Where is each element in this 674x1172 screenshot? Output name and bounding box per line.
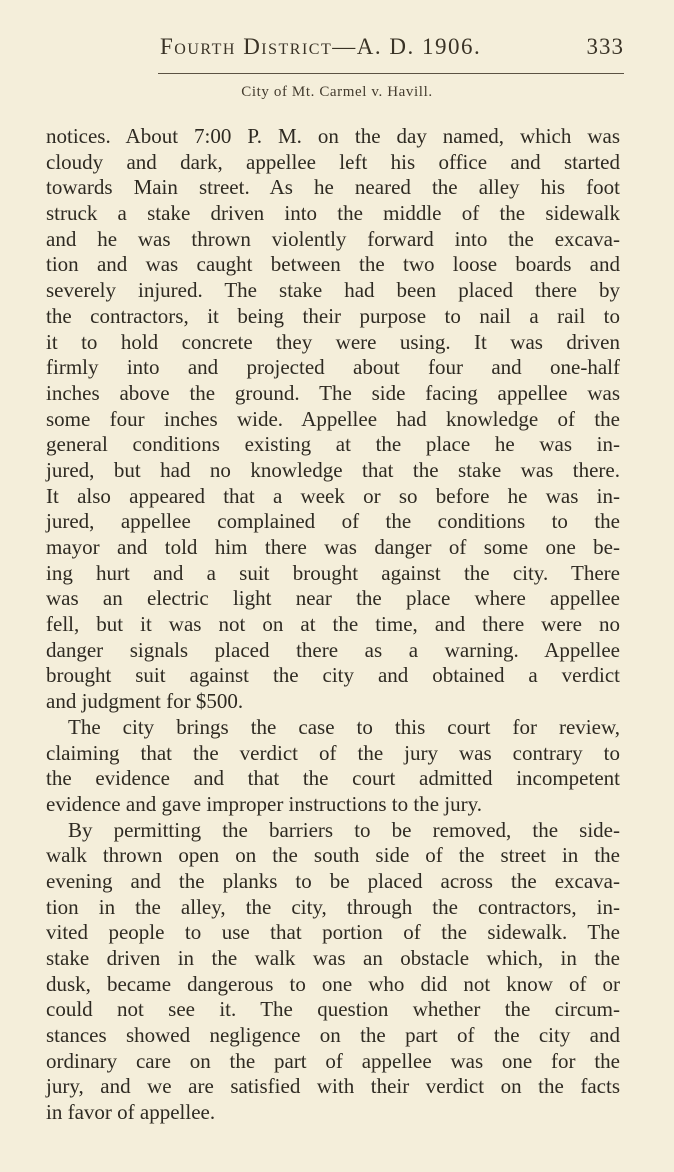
text-line: the contractors, it being their purpose to nail a rail to <box>46 303 620 328</box>
header-rule <box>158 73 624 74</box>
page-number: 333 <box>586 34 624 59</box>
paragraph <box>46 715 620 818</box>
text-line: danger signals placed there as a warning. Appellee <box>46 637 620 662</box>
text-line: jured, appellee complained of the conditions to the <box>46 509 620 534</box>
text-line: The city brings the case to this court for review, <box>68 714 620 739</box>
paragraph <box>46 124 620 715</box>
text-line: jured, but had no knowledge that the stake was there. <box>46 457 620 482</box>
text-line: evening and the planks to be placed across the excava- <box>46 868 620 893</box>
text-line: By permitting the barriers to be removed, the side- <box>68 817 620 842</box>
page-header <box>160 34 624 64</box>
body-text <box>46 124 620 1126</box>
text-line: struck a stake driven into the middle of the sidewalk <box>46 201 620 226</box>
text-line: ordinary care on the part of appellee was one for the <box>46 1048 620 1073</box>
text-line: tion in the alley, the city, through the contractors, in- <box>46 894 620 919</box>
text-line: could not see it. The question whether the circum- <box>46 997 620 1022</box>
case-title: City of Mt. Carmel v. Havill. <box>241 84 433 100</box>
text-line: fell, but it was not on at the time, and there were no <box>46 612 620 637</box>
text-line: jury, and we are satisfied with their verdict on the facts <box>46 1074 620 1099</box>
text-line: it to hold concrete they were using. It was driven <box>46 329 620 354</box>
text-line: and he was thrown violently forward into the excava- <box>46 226 620 251</box>
text-line: It also appeared that a week or so before he was in- <box>46 483 620 508</box>
text-line: and judgment for $500. <box>46 689 244 714</box>
text-line: notices. About 7:00 P. M. on the day named, which was <box>46 124 620 148</box>
text-line: was an electric light near the place where appellee <box>46 586 620 611</box>
text-line: vited people to use that portion of the sidewalk. The <box>46 920 620 945</box>
text-line: stake driven in the walk was an obstacle which, in the <box>46 946 620 970</box>
running-head: Fourth District—A. D. 1906. <box>160 34 482 59</box>
text-line: general conditions existing at the place he was in- <box>46 432 620 457</box>
text-line: tion and was caught between the two loose boards and <box>46 252 620 277</box>
text-line: brought suit against the city and obtained a verdict <box>46 663 620 688</box>
text-line: cloudy and dark, appellee left his office and started <box>46 149 620 174</box>
text-line: firmly into and projected about four and one-half <box>46 355 620 380</box>
text-line: dusk, became dangerous to one who did not know of or <box>46 971 620 996</box>
text-line: the evidence and that the court admitted incompetent <box>46 766 620 791</box>
text-line: in favor of appellee. <box>46 1100 216 1125</box>
text-line: severely injured. The stake had been placed there by <box>46 278 620 303</box>
text-line: some four inches wide. Appellee had knowledge of the <box>46 406 620 431</box>
text-line: inches above the ground. The side facing appellee was <box>46 380 620 405</box>
text-line: towards Main street. As he neared the alley his foot <box>46 175 620 200</box>
text-line: claiming that the verdict of the jury was contrary to <box>46 740 620 765</box>
text-line: stances showed negligence on the part of the city and <box>46 1023 620 1048</box>
text-line: evidence and gave improper instructions to the jury. <box>46 791 483 816</box>
text-line: mayor and told him there was danger of some one be- <box>46 535 620 559</box>
paragraph <box>46 818 620 1126</box>
text-line: ing hurt and a suit brought against the city. There <box>46 560 620 585</box>
text-line: walk thrown open on the south side of the street in the <box>46 843 620 868</box>
